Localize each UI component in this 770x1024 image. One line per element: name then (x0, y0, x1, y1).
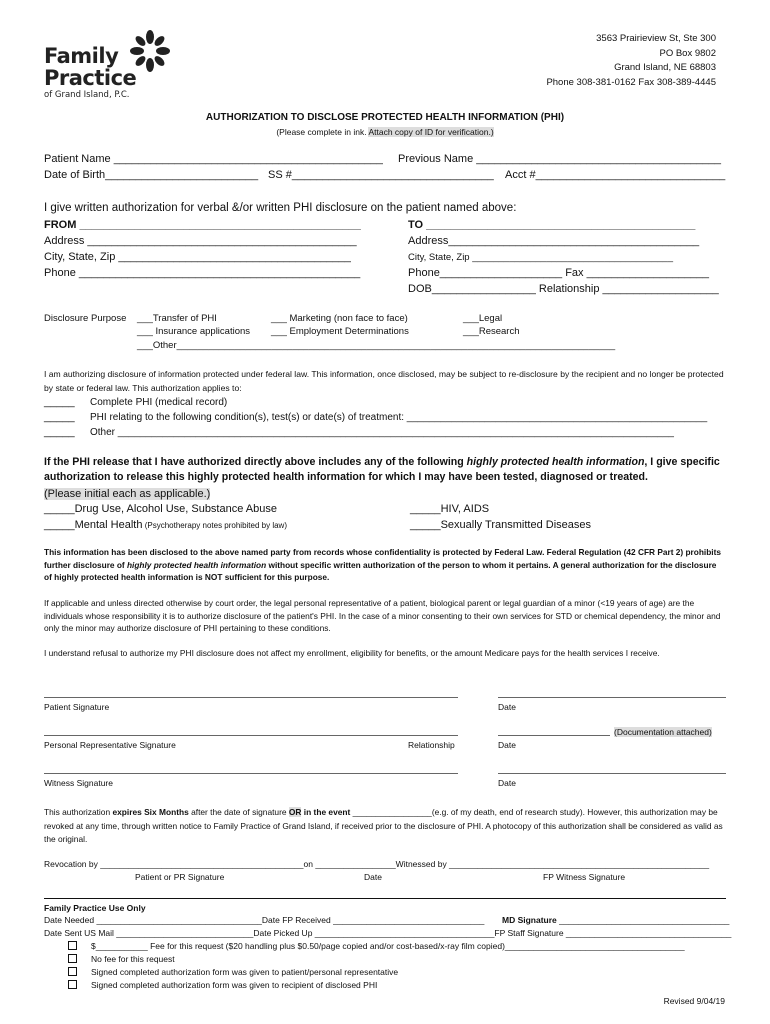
purpose-insurance[interactable]: ___ Insurance applications (137, 326, 251, 337)
drug-use-field[interactable]: _____Drug Use, Alcohol Use, Substance Abuse (44, 503, 277, 515)
expiry-statement: This authorization expires Six Months after the date of signature OR in the event _________________(e.g. of my death, end of research study). However, this authorization may be revoked at any time, through written notice to Family Practice of Grand Island, if received prior to the disclosure of PHI. A photocopy of this authorization shall be considered as valid as the original. (44, 807, 723, 845)
purpose-employment[interactable]: ___ Employment Determinations (271, 326, 409, 337)
refusal-statement: I understand refusal to authorize my PHI disclosure does not affect my enrollment, eligibility for benefits, or the amount Medicare pays for the health services I receive. (44, 648, 660, 658)
hiv-aids-field[interactable]: _____HIV, AIDS (410, 503, 490, 515)
previous-name-field[interactable]: Previous Name ________________________________________ (398, 153, 721, 165)
to-city-field[interactable]: City, State, Zip ______________________________________ (408, 252, 674, 263)
witness-date-line[interactable] (498, 773, 726, 774)
revocation-field[interactable]: Revocation by ___________________________________________on _________________Witnessed by _______________________________________________________ (44, 859, 710, 869)
purpose-transfer[interactable]: ___Transfer of PHI (137, 313, 217, 324)
protection-statement: I am authorizing disclosure of information protected under federal law. This information, once disclosed, may be subject to re-disclosure by the recipient and no longer be protected by state or federal law. This authorization applies to: (44, 369, 724, 393)
patient-date-line[interactable] (498, 697, 726, 698)
fee-checkbox[interactable] (68, 941, 77, 950)
disclosure-purpose-label: Disclosure Purpose (44, 313, 127, 324)
address-street: 3563 Prairieview St, Ste 300 (596, 33, 716, 44)
logo-line-practice: Practice (44, 66, 137, 90)
from-city-field[interactable]: City, State, Zip ______________________________________ (44, 251, 351, 263)
form-title: AUTHORIZATION TO DISCLOSE PROTECTED HEALTH INFORMATION (PHI) (205, 112, 565, 123)
purpose-research[interactable]: ___Research (463, 326, 520, 337)
clinic-logo (38, 26, 178, 106)
rep-date-label: Date (498, 740, 516, 750)
revocation-patient-sig-label: Patient or PR Signature (135, 872, 225, 882)
given-patient-row[interactable]: Signed completed authorization form was given to patient/personal representative (68, 967, 398, 977)
highly-protected-emphasis: highly protected health information (466, 456, 645, 468)
purpose-marketing[interactable]: ___ Marketing (non face to face) (271, 313, 408, 324)
complete-phi-label: Complete PHI (medical record) (90, 397, 228, 408)
std-field[interactable]: _____Sexually Transmitted Diseases (410, 519, 591, 531)
federal-regulation-statement: This information has been disclosed to the above named party from records whose confidentiality is protected by Federal Law. Federal Regulation (42 CFR Part 2) prohibits further disclosure of highly protected health information without specific written authorization of the person to whom it pertains. A general authorization for the disclosure of highly protected health information is NOT sufficient for this purpose. (44, 547, 721, 582)
rep-date-line[interactable] (498, 735, 610, 736)
md-signature-field[interactable]: MD Signature ____________________________________ (502, 915, 730, 925)
to-dob-relationship-field[interactable]: DOB_________________ Relationship ___________________ (408, 283, 719, 295)
minor-statement: If applicable and unless directed otherwise by court order, the legal personal representative of a patient, biological parent or legal guardian of a minor (<19 years of age) are the individuals whose responsibility it is to authorize disclosure of the patient's PHI. In the case of a minor consenting to their own services for STD or chemical dependency, the minor and only the minor may authorize disclosure of PHI pertaining to these conditions. (44, 598, 721, 634)
phi-relating-field[interactable]: PHI relating to the following condition(s), test(s) or date(s) of treatment: ______________________________________________________ (90, 412, 708, 423)
flower-icon (128, 28, 172, 74)
complete-phi-blank[interactable]: _____ (44, 396, 75, 408)
authorization-intro: I give written authorization for verbal &/or written PHI disclosure on the patient named above: (44, 202, 517, 214)
witness-signature-line[interactable] (44, 773, 458, 774)
office-use-divider (44, 898, 726, 899)
other-field[interactable]: Other ____________________________________________________________________________________________________ (90, 427, 674, 438)
given-patient-checkbox[interactable] (68, 967, 77, 976)
from-address-field[interactable]: Address ____________________________________________ (44, 235, 357, 247)
from-field[interactable]: FROM ______________________________________________ (44, 219, 361, 231)
rep-signature-label: Personal Representative Signature (44, 740, 176, 750)
relationship-label: Relationship (408, 740, 455, 750)
witness-signature-label: Witness Signature (44, 778, 113, 788)
fee-row[interactable]: $___________ Fee for this request ($20 handling plus $0.50/page copied and/or cost-based/x-ray film copied)______________________________________ (68, 941, 685, 951)
acct-field[interactable]: Acct #_______________________________ (505, 169, 726, 181)
rep-signature-line[interactable] (44, 735, 458, 736)
patient-signature-label: Patient Signature (44, 702, 110, 712)
date-sent-field[interactable]: Date Sent US Mail _____________________________Date Picked Up ______________________________________FP Staff Signature ___________________________________ (44, 928, 732, 938)
documentation-attached-note: (Documentation attached) (614, 727, 712, 737)
given-recipient-row[interactable]: Signed completed authorization form was given to recipient of disclosed PHI (68, 980, 377, 990)
clinic-address (546, 32, 716, 90)
revision-date: Revised 9/04/19 (663, 996, 725, 1006)
from-phone-field[interactable]: Phone ______________________________________________ (44, 267, 361, 279)
address-phone-fax: Phone 308-381-0162 Fax 308-389-4445 (546, 76, 716, 88)
highly-protected-statement: If the PHI release that I have authorized directly above includes any of the following highly protected health information, I give specific authorization to release this highly protected health information for which I may have been tested, diagnosed or treated. (44, 456, 720, 483)
to-phone-fax-field[interactable]: Phone____________________ Fax ____________________ (408, 267, 709, 279)
other-blank[interactable]: _____ (44, 426, 75, 438)
patient-date-label: Date (498, 702, 516, 712)
no-fee-checkbox[interactable] (68, 954, 77, 963)
date-needed-field[interactable]: Date Needed ___________________________________Date FP Received ________________________________ (44, 915, 485, 925)
logo-line-location: of Grand Island, P.C. (44, 90, 130, 100)
no-fee-row[interactable]: No fee for this request (68, 954, 175, 964)
form-subtitle: (Please complete in ink. Attach copy of ID for verification.) (276, 127, 494, 137)
dob-field[interactable]: Date of Birth_________________________ (44, 169, 259, 181)
initial-note: (Please initial each as applicable.) (44, 488, 211, 500)
purpose-other[interactable]: ___Other___________________________________________________________________________________ (137, 340, 616, 351)
to-field[interactable]: TO ____________________________________________ (408, 219, 696, 231)
purpose-legal[interactable]: ___Legal (463, 313, 503, 324)
patient-name-field[interactable]: Patient Name ____________________________________________ (44, 153, 383, 165)
address-po-box: PO Box 9802 (659, 47, 716, 59)
given-recipient-checkbox[interactable] (68, 980, 77, 989)
revocation-date-label: Date (364, 872, 382, 882)
id-note-highlight: Attach copy of ID for verification.) (368, 127, 494, 137)
ss-field[interactable]: SS #_________________________________ (268, 169, 494, 181)
revocation-witness-label: FP Witness Signature (543, 872, 626, 882)
patient-signature-line[interactable] (44, 697, 458, 698)
phi-relating-blank[interactable]: _____ (44, 411, 75, 423)
office-use-title: Family Practice Use Only (44, 903, 146, 913)
mental-health-field[interactable]: _____Mental Health (Psychotherapy notes prohibited by law) (44, 519, 287, 531)
logo-line-family: Family (44, 44, 119, 68)
address-city: Grand Island, NE 68803 (614, 62, 716, 73)
witness-date-label: Date (498, 778, 516, 788)
to-address-field[interactable]: Address_________________________________________ (408, 235, 700, 247)
